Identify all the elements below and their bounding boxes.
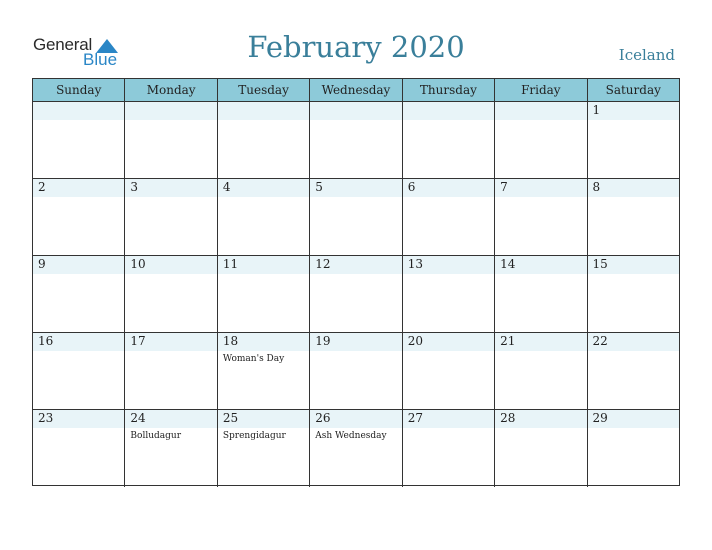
day-number-band	[588, 102, 679, 120]
week-row	[33, 179, 679, 256]
day-number: 16	[38, 334, 54, 348]
day-number: 27	[407, 411, 423, 425]
day-number: 8	[592, 180, 601, 194]
weekday-header: Friday	[495, 79, 587, 101]
day-number-band	[125, 102, 216, 120]
day-number-band	[403, 102, 494, 120]
day-number-band	[218, 102, 309, 120]
empty-day-cell	[33, 102, 125, 178]
day-number-band	[33, 102, 124, 120]
weekday-header-row	[33, 79, 679, 102]
empty-day-cell	[495, 102, 587, 178]
day-number: 15	[592, 257, 608, 271]
day-cell	[218, 179, 310, 255]
day-cell	[125, 179, 217, 255]
day-number-band	[310, 102, 401, 120]
week-row	[33, 102, 679, 179]
day-cell	[33, 179, 125, 255]
weekday-header: Thursday	[403, 79, 495, 101]
day-number: 17	[130, 334, 146, 348]
day-number: 24	[130, 411, 146, 425]
week-row	[33, 256, 679, 333]
day-number: 10	[130, 257, 146, 271]
day-cell	[310, 410, 402, 487]
day-cell	[588, 256, 679, 332]
empty-day-cell	[403, 102, 495, 178]
weekday-header: Monday	[125, 79, 217, 101]
country-label: Iceland	[618, 46, 675, 64]
day-number: 19	[315, 334, 331, 348]
day-number-band	[495, 179, 586, 197]
day-number: 20	[407, 334, 423, 348]
day-cell	[33, 410, 125, 487]
day-cell	[588, 102, 679, 178]
day-number: 21	[500, 334, 516, 348]
day-cell	[495, 256, 587, 332]
empty-day-cell	[125, 102, 217, 178]
day-number: 4	[222, 180, 231, 194]
logo-text-general: General	[33, 35, 93, 54]
day-cell	[588, 179, 679, 255]
day-number: 26	[315, 411, 331, 425]
day-number: 12	[315, 257, 331, 271]
day-number-band	[33, 179, 124, 197]
day-number-band	[588, 179, 679, 197]
day-number: 23	[38, 411, 54, 425]
empty-day-cell	[310, 102, 402, 178]
day-number: 3	[130, 180, 139, 194]
day-number: 14	[500, 257, 516, 271]
day-cell	[218, 256, 310, 332]
holiday-label: Sprengidagur	[222, 431, 286, 441]
day-number: 29	[592, 411, 608, 425]
day-number-band	[125, 179, 216, 197]
day-cell	[403, 256, 495, 332]
day-number-band	[218, 179, 309, 197]
day-cell	[403, 333, 495, 409]
logo-text-blue: Blue	[83, 50, 118, 69]
day-cell	[218, 410, 310, 487]
holiday-label: Bolludagur	[130, 431, 181, 441]
day-cell	[495, 410, 587, 487]
week-row	[33, 333, 679, 410]
week-row	[33, 410, 679, 487]
day-cell	[125, 333, 217, 409]
day-cell	[125, 256, 217, 332]
day-cell	[403, 179, 495, 255]
month-calendar	[32, 78, 680, 486]
day-cell	[495, 179, 587, 255]
day-number-band	[495, 102, 586, 120]
day-number: 25	[222, 411, 239, 425]
weekday-header: Tuesday	[218, 79, 310, 101]
day-cell	[495, 333, 587, 409]
day-number: 5	[315, 180, 323, 194]
day-cell	[403, 410, 495, 487]
day-number: 13	[407, 257, 423, 271]
day-number: 22	[592, 334, 608, 348]
day-number-band	[310, 179, 401, 197]
day-cell	[310, 179, 402, 255]
calendar-title: February 2020	[247, 30, 465, 64]
weeks-container	[33, 102, 679, 487]
day-number: 18	[222, 334, 239, 348]
day-number: 9	[38, 257, 46, 271]
day-cell	[33, 333, 125, 409]
day-number: 1	[592, 103, 601, 117]
day-cell	[310, 256, 402, 332]
day-number: 7	[500, 180, 508, 194]
day-number: 6	[407, 180, 416, 194]
weekday-header: Sunday	[33, 79, 125, 101]
holiday-label: Ash Wednesday	[315, 431, 387, 441]
day-number-band	[33, 256, 124, 274]
day-number: 2	[38, 180, 46, 194]
weekday-header: Saturday	[605, 83, 661, 97]
day-cell	[125, 410, 217, 487]
empty-day-cell	[218, 102, 310, 178]
day-cell	[588, 410, 679, 487]
day-number: 11	[222, 257, 239, 271]
day-number-band	[403, 179, 494, 197]
weekday-header: Wednesday	[310, 79, 402, 101]
day-cell	[218, 333, 310, 409]
day-number: 28	[500, 411, 516, 425]
day-cell	[310, 333, 402, 409]
day-cell	[588, 333, 679, 409]
day-cell	[33, 256, 125, 332]
holiday-label: Woman's Day	[222, 354, 285, 364]
